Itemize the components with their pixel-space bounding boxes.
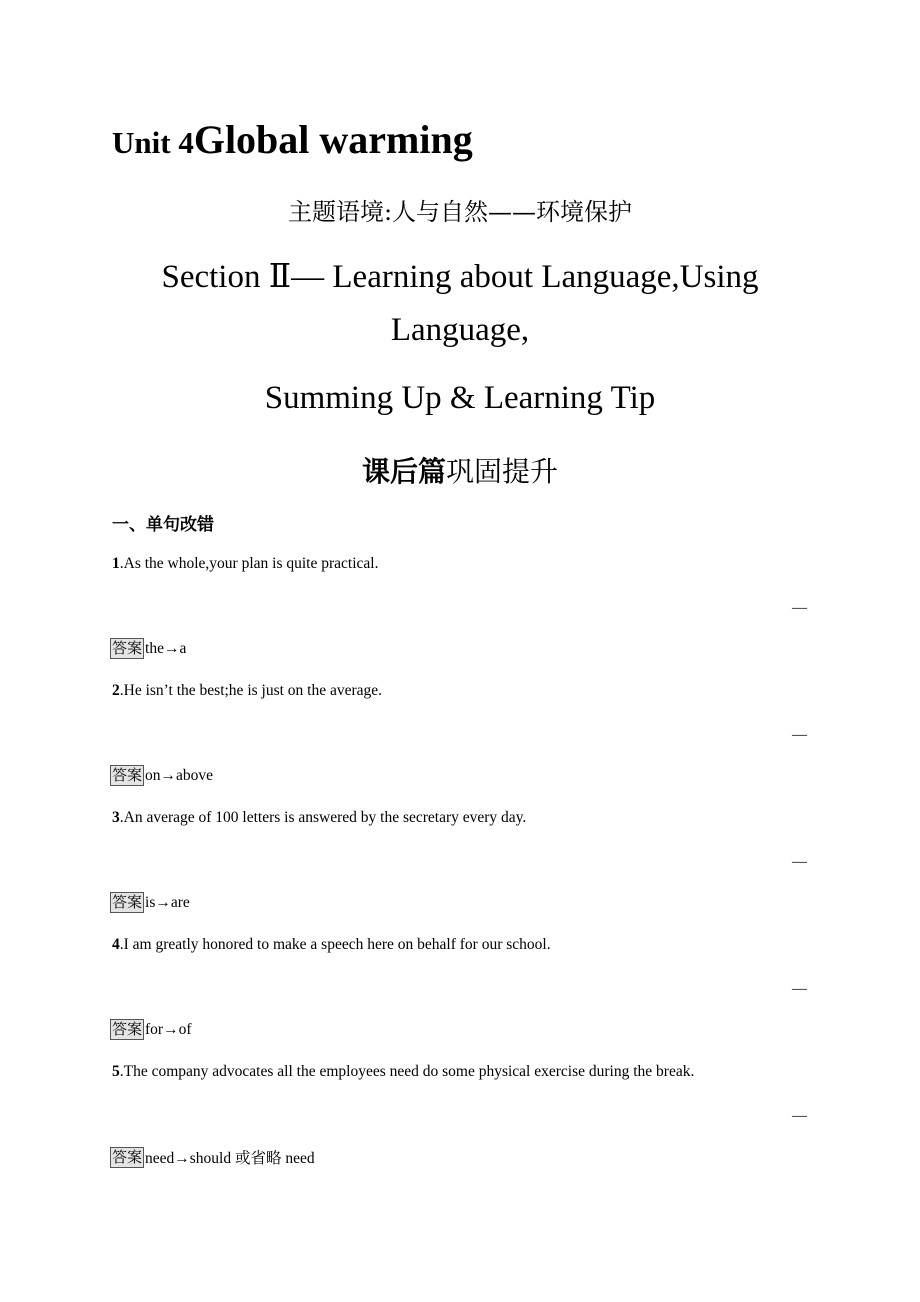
answer-line xyxy=(110,765,213,786)
question-number: 1 xyxy=(112,555,120,572)
question-item xyxy=(112,1063,694,1081)
unit-title xyxy=(112,116,473,163)
answer-tag: 答案 xyxy=(112,1020,143,1038)
question-item xyxy=(112,555,378,573)
answer-line xyxy=(110,1146,315,1168)
question-text: .An average of 100 letters is answered by the secretary every day. xyxy=(119,809,527,826)
question-item xyxy=(112,682,382,700)
after-class-bold: 课后篇 xyxy=(361,457,446,488)
after-class-normal: 巩固提升 xyxy=(446,457,559,488)
part-title: 一、单句改错 xyxy=(112,515,214,535)
answer-line xyxy=(110,1019,192,1040)
unit-topic: Global warming xyxy=(193,117,473,162)
question-item xyxy=(112,936,551,954)
answer-line xyxy=(110,638,186,659)
answer-tag: 答案 xyxy=(112,766,143,784)
answer-blank: — xyxy=(792,1108,807,1124)
answer-blank: — xyxy=(792,981,807,997)
question-text: .As the whole,your plan is quite practical. xyxy=(119,555,379,572)
answer-text: the→a xyxy=(145,639,187,657)
answer-tag: 答案 xyxy=(112,893,143,911)
answer-line xyxy=(110,892,190,913)
question-number: 4 xyxy=(112,936,120,953)
section-title-line2: Language, xyxy=(390,312,530,348)
question-number: 2 xyxy=(112,682,120,699)
answer-blank: — xyxy=(792,600,807,616)
answer-blank: — xyxy=(792,727,807,743)
answer-text: is→are xyxy=(145,893,190,911)
answer-blank: — xyxy=(792,854,807,870)
question-number: 3 xyxy=(112,809,120,826)
question-text: .The company advocates all the employees need do some physical exercise during the break. xyxy=(119,1063,695,1080)
theme-context: 主题语境:人与自然——环境保护 xyxy=(287,198,633,226)
question-text: .I am greatly honored to make a speech here on behalf for our school. xyxy=(119,936,551,953)
answer-text: need→should 或省略 need xyxy=(145,1150,315,1167)
answer-text: for→of xyxy=(145,1020,192,1038)
question-number: 5 xyxy=(112,1063,120,1080)
unit-number: Unit 4 xyxy=(112,125,194,160)
question-item xyxy=(112,809,526,827)
answer-text: on→above xyxy=(145,766,214,784)
answer-tag: 答案 xyxy=(112,1147,143,1166)
after-class-heading xyxy=(0,450,920,490)
question-text: .He isn’t the best;he is just on the average. xyxy=(119,682,383,699)
section-title-line3: Summing Up & Learning Tip xyxy=(264,380,656,416)
section-title-line1: Section Ⅱ— Learning about Language,Using xyxy=(161,259,759,295)
answer-tag: 答案 xyxy=(112,639,143,657)
